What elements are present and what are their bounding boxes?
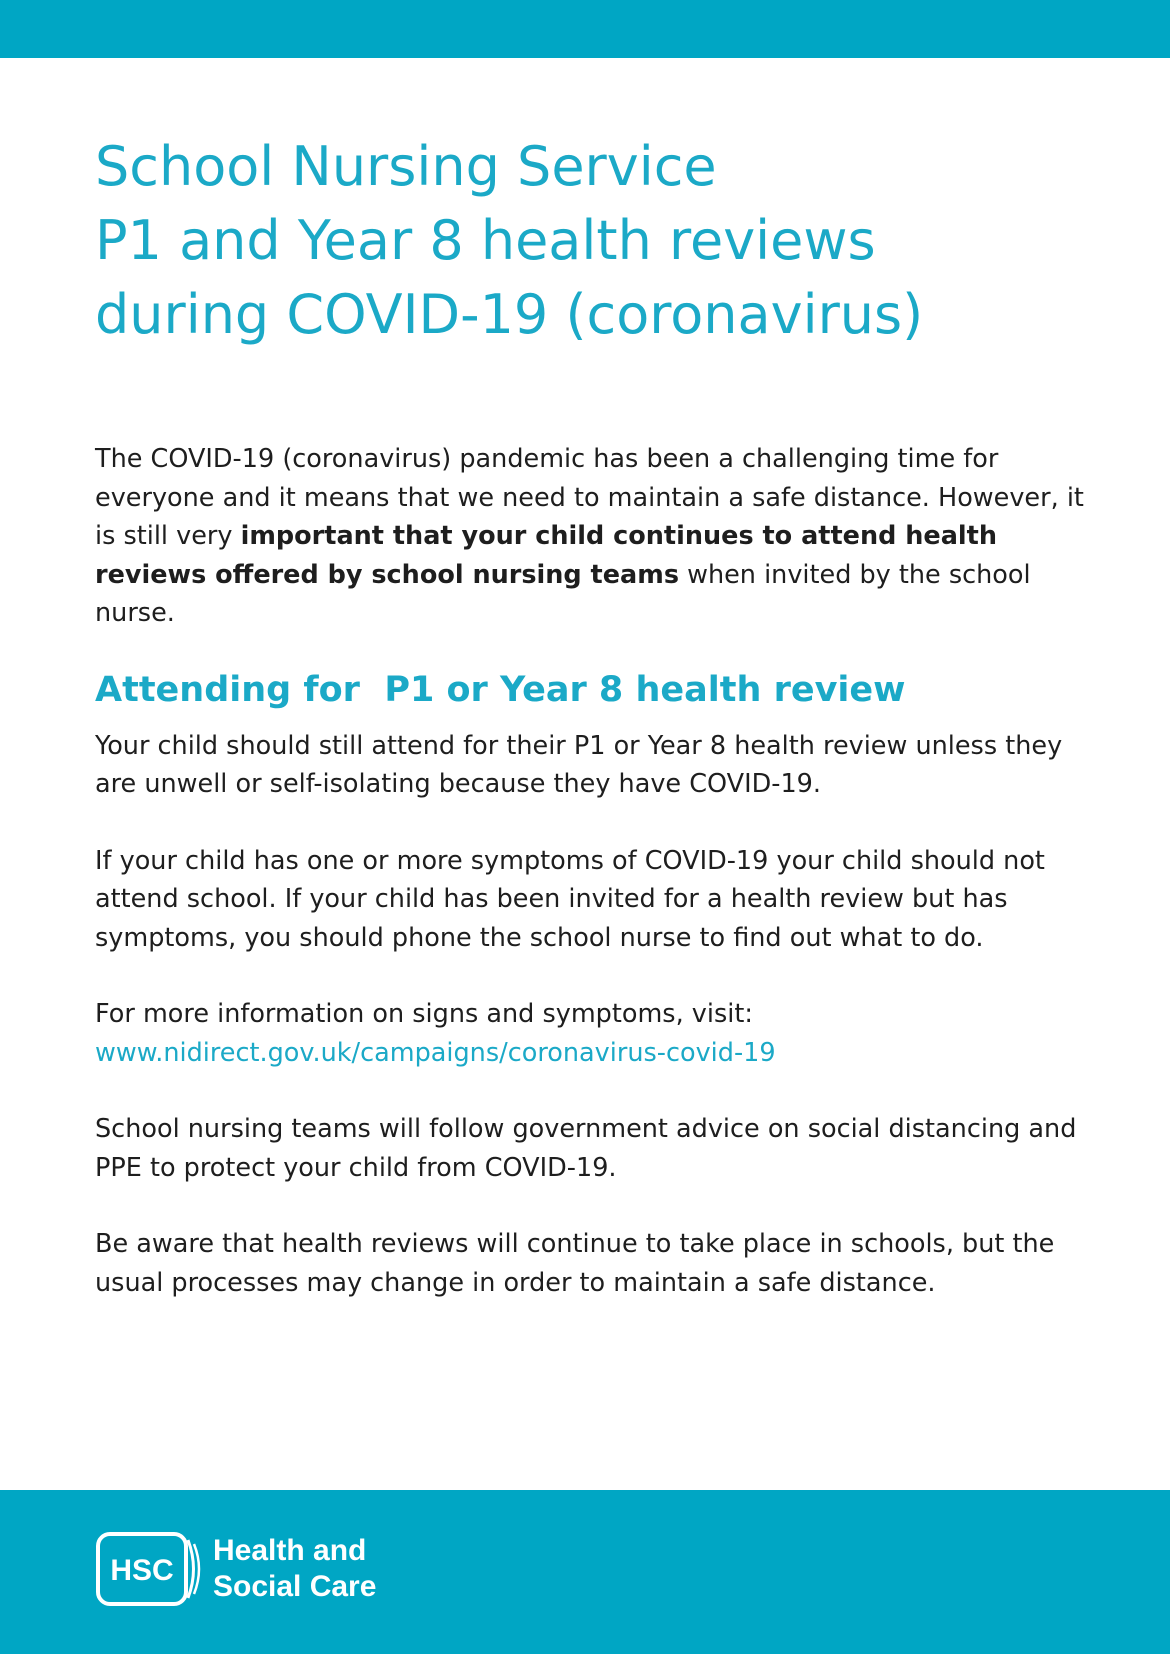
intro-paragraph (95, 440, 1095, 633)
title-line-3: during COVID-19 (coronavirus) (95, 283, 924, 346)
title-line-1: School Nursing Service (95, 135, 717, 198)
nidirect-link[interactable]: www.nidirect.gov.uk/campaigns/coronavirus-covid-19 (95, 1037, 776, 1068)
intro-text-after: when invited by the school nurse. (95, 559, 1031, 628)
social-distancing-paragraph: School nursing teams will follow government advice on social distancing and PPE to protect your child from COVID-19. (95, 1114, 1077, 1183)
attend-paragraph: Your child should still attend for their P1 or Year 8 health review unless they are unwell or self-isolating because they have COVID-19. (95, 730, 1063, 799)
more-info-label: For more information on signs and symptoms, visit: (95, 999, 753, 1029)
hsc-logo-emblem-icon (95, 1530, 205, 1608)
logo-line-2: Social Care (213, 1570, 377, 1603)
symptoms-paragraph: If your child has one or more symptoms of COVID-19 your child should not attend school. If your child has been invited for a health review but has symptoms, you should phone the school nurse to find out what to do. (95, 845, 1045, 953)
top-color-band (0, 0, 1170, 58)
logo-line-1: Health and (213, 1534, 367, 1567)
section-heading: Attending for P1 or Year 8 health review (95, 669, 906, 710)
main-content (95, 440, 1095, 1302)
process-change-paragraph: Be aware that health reviews will continue to take place in schools, but the usual processes may change in order to maintain a safe distance. (95, 1229, 1055, 1298)
page-title (95, 130, 1135, 352)
intro-text-before: The COVID-19 (coronavirus) pandemic has been a challenging time for everyone and it means that we need to maintain a safe distance. However, it is still very (95, 444, 1084, 551)
more-info-paragraph (95, 995, 1095, 1072)
title-line-2: P1 and Year 8 health reviews (95, 209, 876, 272)
intro-bold-text: important that your child continues to attend health reviews offered by school nursing teams (95, 521, 997, 590)
hsc-logo (95, 1530, 376, 1608)
hsc-logo-wordmark (213, 1533, 376, 1605)
hsc-logo-mark (95, 1530, 205, 1608)
hsc-logo-mark-text: HSC (110, 1554, 174, 1587)
